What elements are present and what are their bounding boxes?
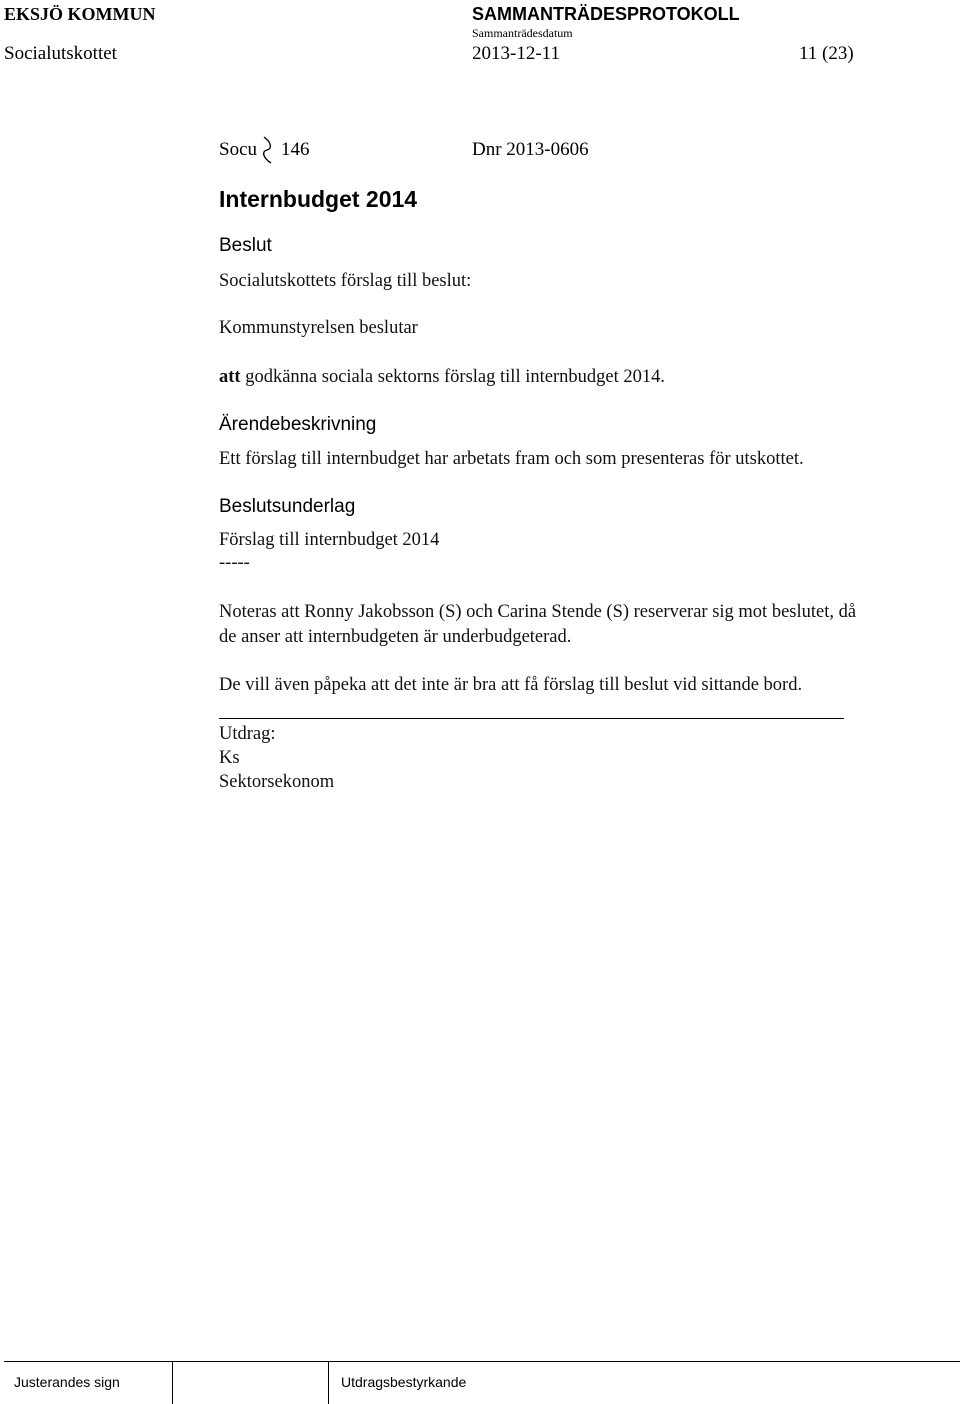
description-heading: Ärendebeskrivning — [219, 414, 377, 435]
note-line-3: De vill även påpeka att det inte är bra att få förslag till beslut vid sittande bord. — [219, 675, 803, 695]
footer-divider — [328, 1362, 329, 1404]
paragraph-number: 146 — [281, 139, 310, 160]
basis-document: Förslag till internbudget 2014 — [219, 530, 440, 550]
distribution-recipient: Sektorsekonom — [219, 772, 335, 792]
note-line-1: Noteras att Ronny Jakobsson (S) och Carina Stende (S) reserverar sig mot beslutet, då — [219, 602, 857, 622]
decision-statement — [219, 367, 665, 388]
meeting-date: 2013-12-11 — [472, 43, 560, 64]
basis-heading: Beslutsunderlag — [219, 496, 356, 517]
diary-number: Dnr 2013-0606 — [472, 139, 589, 160]
separator: ----- — [219, 553, 250, 573]
att-keyword: att — [219, 367, 241, 387]
utdrag-label: Utdragsbestyrkande — [341, 1374, 467, 1390]
meeting-date-label: Sammanträdesdatum — [472, 26, 573, 40]
document-type: SAMMANTRÄDESPROTOKOLL — [472, 4, 740, 24]
page-number: 11 (23) — [799, 43, 854, 64]
decision-heading: Beslut — [219, 235, 272, 256]
footer-line — [4, 1361, 960, 1362]
page-title: Internbudget 2014 — [219, 186, 418, 212]
note-line-2: de anser att internbudgeten är underbudgeterad. — [219, 627, 572, 647]
description-text: Ett förslag till internbudget har arbetats fram och som presenteras för utskottet. — [219, 449, 804, 469]
distribution-recipient: Ks — [219, 748, 240, 768]
justering-sign-label: Justerandes sign — [14, 1374, 120, 1390]
decider-line: Kommunstyrelsen beslutar — [219, 318, 418, 338]
decision-text: godkänna sociala sektorns förslag till internbudget 2014. — [240, 367, 665, 387]
committee-name: Socialutskottet — [4, 43, 117, 64]
distribution-label: Utdrag: — [219, 724, 276, 744]
organization-name: EKSJÖ KOMMUN — [4, 4, 156, 24]
footer-divider — [172, 1362, 173, 1404]
proposal-line: Socialutskottets förslag till beslut: — [219, 271, 472, 291]
section-sign-icon — [261, 135, 275, 165]
separator-line — [219, 718, 844, 719]
paragraph-prefix: Socu — [219, 139, 257, 160]
